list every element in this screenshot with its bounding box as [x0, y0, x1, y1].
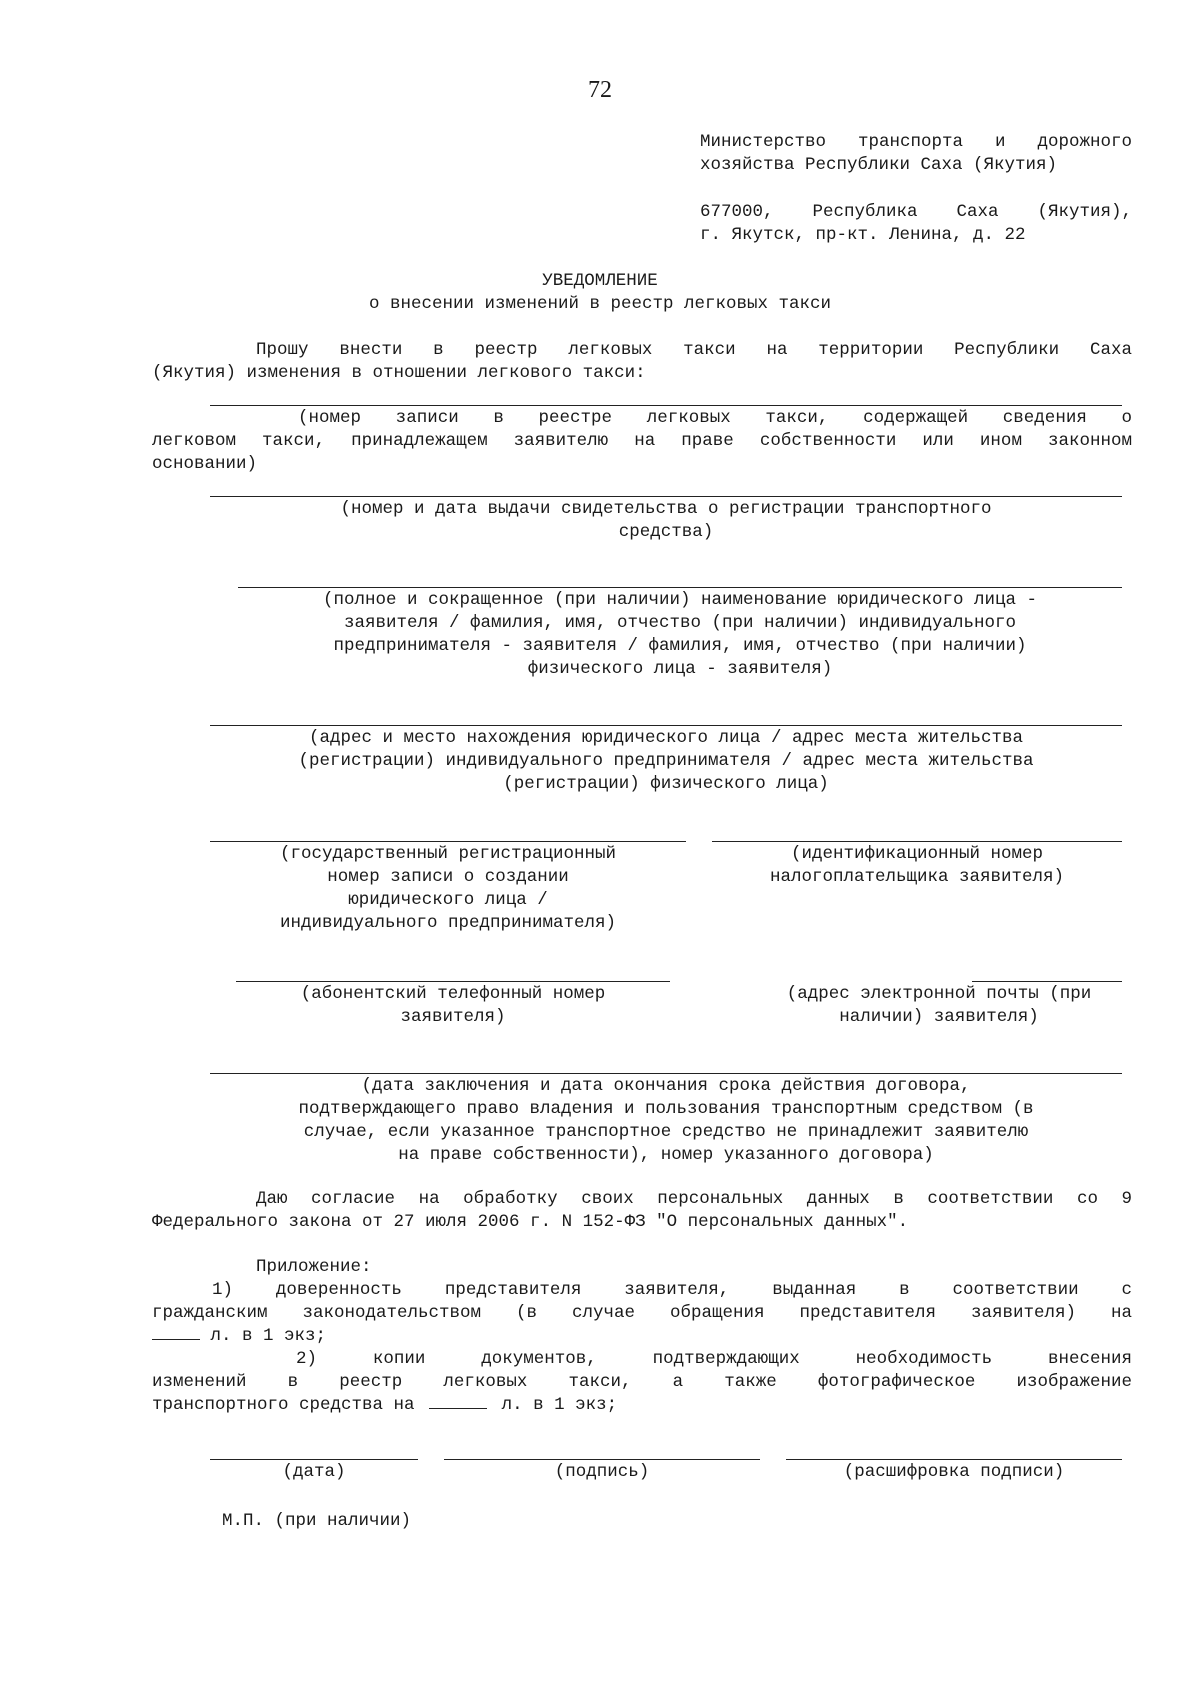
applicant-address-line[interactable] — [210, 725, 1122, 726]
recipient-name-line-2: хозяйства Республики Саха (Якутия) — [700, 155, 1058, 175]
applicant-address-caption-line-2: (регистрации) индивидуального предпринимателя / адрес места жительства — [298, 751, 1034, 771]
decoding-line[interactable] — [786, 1459, 1122, 1460]
inn-caption-line-2: налогоплательщика заявителя) — [769, 867, 1065, 887]
applicant-name-line[interactable] — [238, 587, 1122, 588]
applicant-name-caption — [238, 589, 1122, 681]
phone-caption-line-1: (абонентский телефонный номер — [300, 984, 606, 1004]
inn-caption-line-1: (идентификационный номер — [790, 844, 1044, 864]
contract-caption-line-2: подтверждающего право владения и пользования транспортным средством (в — [298, 1099, 1034, 1119]
registry-record-caption — [152, 407, 1132, 476]
registry-record-caption-line-2: легковом такси, принадлежащем заявителю на праве собственности или ином законном — [152, 431, 1132, 451]
email-caption-line-2: наличии) заявителя) — [839, 1007, 1039, 1027]
vehicle-certificate-caption-line-2: средства) — [618, 522, 714, 542]
inn-caption — [712, 843, 1122, 889]
vehicle-certificate-line[interactable] — [210, 496, 1122, 497]
attachment-2-line-2: изменений в реестр легковых такси, а также фотографическое изображение — [152, 1372, 1132, 1392]
applicant-name-caption-line-1: (полное и сокращенное (при наличии) наименование юридического лица - — [322, 590, 1038, 610]
attachment-2-line-1: 2) копии документов, подтверждающих необходимость внесения — [296, 1349, 1132, 1369]
recipient-name — [700, 131, 1132, 177]
attachment-2-line-3: транспортного средства на л. в 1 экз; — [152, 1395, 618, 1415]
signature-line[interactable] — [444, 1459, 760, 1460]
vehicle-certificate-caption-line-1: (номер и дата выдачи свидетельства о регистрации транспортного — [340, 499, 992, 519]
decoding-caption: (расшифровка подписи) — [843, 1462, 1065, 1482]
applicant-address-caption-line-1: (адрес и место нахождения юридического лица / адрес места жительства — [308, 728, 1024, 748]
phone-caption — [236, 983, 670, 1029]
attachments-heading: Приложение: — [256, 1257, 372, 1277]
consent-paragraph — [152, 1188, 1132, 1234]
email-line[interactable] — [972, 981, 1122, 982]
inn-line[interactable] — [712, 841, 1122, 842]
consent-line-2: Федерального закона от 27 июля 2006 г. N 152-ФЗ "О персональных данных". — [152, 1212, 909, 1232]
attachment-1-line-3: л. в 1 экз; — [152, 1325, 1132, 1348]
contract-line[interactable] — [210, 1073, 1122, 1074]
state-reg-number-caption-line-1: (государственный регистрационный — [279, 844, 617, 864]
applicant-address-caption — [210, 727, 1122, 796]
consent-line-1: Даю согласие на обработку своих персональных данных в соответствии со 9 — [256, 1189, 1132, 1209]
applicant-name-caption-line-3: предпринимателя - заявителя / фамилия, имя, отчество (при наличии) — [333, 636, 1027, 656]
applicant-name-caption-line-4: физического лица - заявителя) — [527, 659, 833, 679]
phone-line[interactable] — [236, 981, 670, 982]
recipient-name-line-1: Министерство транспорта и дорожного — [700, 132, 1132, 152]
email-caption-line-1: (адрес электронной почты (при — [786, 984, 1092, 1004]
applicant-name-caption-line-2: заявителя / фамилия, имя, отчество (при наличии) индивидуального — [343, 613, 1017, 633]
contract-caption-line-1: (дата заключения и дата окончания срока действия договора, — [361, 1076, 971, 1096]
request-line-2: (Якутия) изменения в отношении легкового такси: — [152, 363, 646, 383]
recipient-address — [700, 201, 1132, 247]
attachments — [152, 1256, 1132, 1417]
page-number: 72 — [588, 77, 612, 103]
email-caption — [756, 983, 1122, 1029]
attachment-1-line-2: гражданским законодательством (в случае обращения представителя заявителя) на — [152, 1303, 1132, 1323]
request-paragraph — [152, 339, 1132, 385]
request-line-1: Прошу внести в реестр легковых такси на территории Республики Саха — [256, 340, 1132, 360]
recipient-address-line-1: 677000, Республика Саха (Якутия), — [700, 202, 1132, 222]
contract-caption-line-3: случае, если указанное транспортное средство не принадлежит заявителю — [303, 1122, 1029, 1142]
document-title: УВЕДОМЛЕНИЕ — [542, 271, 658, 291]
vehicle-certificate-caption — [210, 498, 1122, 544]
applicant-address-caption-line-3: (регистрации) физического лица) — [503, 774, 829, 794]
registry-record-caption-line-3: основании) — [152, 454, 258, 474]
recipient-address-line-2: г. Якутск, пр-кт. Ленина, д. 22 — [700, 225, 1026, 245]
state-reg-number-line[interactable] — [210, 841, 686, 842]
contract-caption-line-4: на праве собственности), номер указанного договора) — [398, 1145, 934, 1165]
attachment-1-pages-blank[interactable] — [152, 1325, 200, 1340]
state-reg-number-caption — [210, 843, 686, 935]
document-subtitle: о внесении изменений в реестр легковых такси — [368, 294, 832, 314]
state-reg-number-caption-line-4: индивидуального предпринимателя) — [279, 913, 617, 933]
attachment-2-pages-blank[interactable] — [429, 1394, 487, 1409]
registry-record-caption-line-1: (номер записи в реестре легковых такси, содержащей сведения о — [298, 408, 1132, 428]
state-reg-number-caption-line-3: юридического лица / — [348, 890, 548, 910]
attachment-1-line-1: 1) доверенность представителя заявителя, выданная в соответствии с — [212, 1280, 1132, 1300]
registry-record-line[interactable] — [210, 405, 1122, 406]
date-caption: (дата) — [282, 1462, 346, 1482]
stamp-place-label: М.П. (при наличии) — [222, 1511, 412, 1531]
state-reg-number-caption-line-2: номер записи о создании — [327, 867, 569, 887]
signature-caption: (подпись) — [554, 1462, 650, 1482]
contract-caption — [210, 1075, 1122, 1167]
date-line[interactable] — [210, 1459, 418, 1460]
phone-caption-line-2: заявителя) — [400, 1007, 506, 1027]
